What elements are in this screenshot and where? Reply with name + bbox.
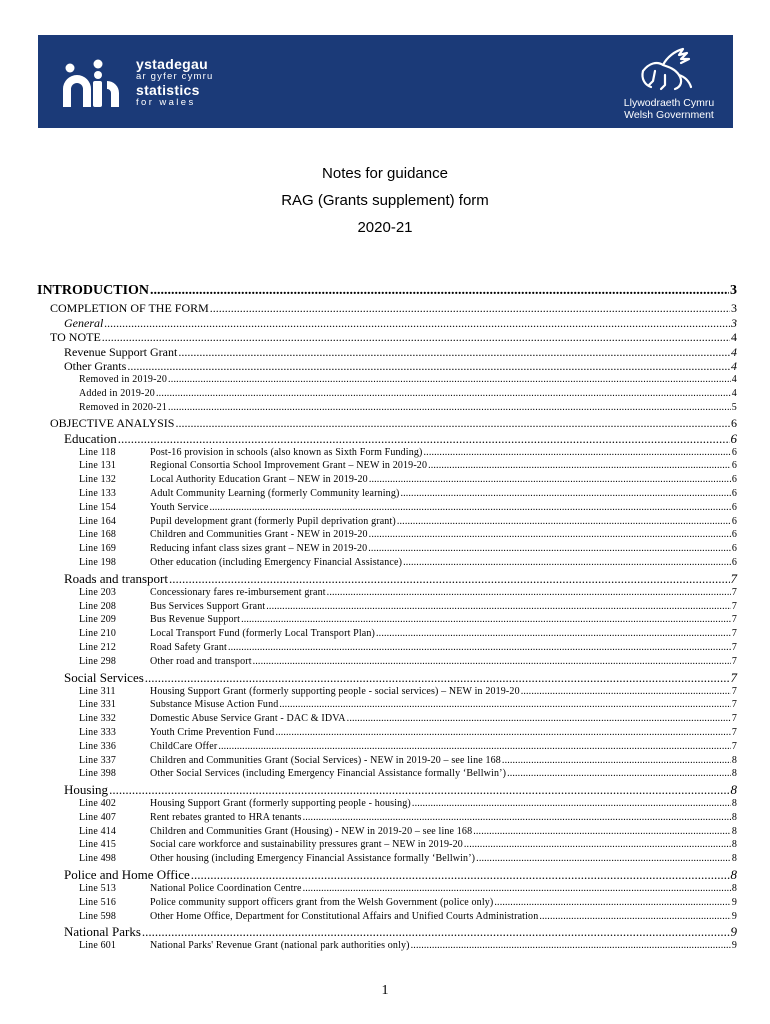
toc-line-text: Road Safety Grant xyxy=(150,641,227,653)
toc-line-number: Line 407 xyxy=(79,811,117,823)
toc-line-text: Adult Community Learning (formerly Community learning) xyxy=(150,487,400,499)
toc-line-text: Social care workforce and sustainability pressures grant – NEW in 2019-20 xyxy=(150,839,463,851)
toc-leader xyxy=(327,587,731,598)
toc-line-number: Line 118 xyxy=(79,446,116,458)
toc-line-number: Line 212 xyxy=(79,641,117,653)
toc-entry-rsg[interactable] xyxy=(37,345,737,360)
toc-page-number: 7 xyxy=(731,699,737,711)
toc-page-number: 6 xyxy=(731,529,737,541)
toc-line-entry[interactable] xyxy=(37,853,737,867)
table-of-contents xyxy=(37,283,737,954)
toc-page-number: 7 xyxy=(731,726,737,738)
logo-text-line: ar gyfer cymru xyxy=(136,71,214,82)
toc-leader xyxy=(102,330,730,345)
toc-leader xyxy=(266,601,731,612)
toc-page-number: 7 xyxy=(730,669,737,685)
toc-line-number: Line 168 xyxy=(79,529,117,541)
toc-line-entry[interactable] xyxy=(37,557,737,571)
page-number: 1 xyxy=(381,983,389,998)
toc-leader xyxy=(118,431,730,447)
toc-page-number: 5 xyxy=(731,401,737,413)
toc-entry-other-grants[interactable] xyxy=(37,359,737,374)
toc-leader xyxy=(127,359,730,374)
toc-line-text: ChildCare Offer xyxy=(150,740,218,752)
toc-line-entry[interactable] xyxy=(37,897,737,911)
toc-line-text: Concessionary fares re-imbursement grant xyxy=(150,586,326,598)
toc-page-number: 6 xyxy=(731,543,737,555)
toc-line-text: Other road and transport xyxy=(150,655,252,667)
toc-leader xyxy=(178,345,730,360)
toc-line-number: Line 311 xyxy=(79,685,116,697)
toc-line-number: Line 513 xyxy=(79,883,117,895)
toc-leader xyxy=(241,614,731,625)
toc-line-entry[interactable] xyxy=(37,543,737,557)
toc-leader xyxy=(303,883,731,894)
toc-section-entry[interactable] xyxy=(37,670,737,686)
toc-page-number: 8 xyxy=(731,811,737,823)
toc-line-text: Domestic Abuse Service Grant - DAC & IDVA xyxy=(150,713,346,725)
toc-line-entry[interactable] xyxy=(37,628,737,642)
toc-leader xyxy=(397,516,731,527)
toc-line-text: Bus Services Support Grant xyxy=(150,600,266,612)
toc-entry-introduction[interactable] xyxy=(37,283,737,301)
toc-page-number: 9 xyxy=(731,910,737,922)
toc-line-entry[interactable] xyxy=(37,768,737,782)
toc-page-number: 6 xyxy=(731,474,737,486)
toc-line-number: Line 131 xyxy=(79,460,117,472)
toc-leader xyxy=(539,911,731,922)
logo-text-line: statistics xyxy=(136,81,200,98)
toc-leader xyxy=(209,502,730,513)
toc-entry-title: General xyxy=(64,315,104,330)
toc-page-number: 4 xyxy=(731,373,737,385)
toc-line-text: Reducing infant class sizes grant – NEW in 2019-20 xyxy=(150,543,368,555)
toc-page-number: 9 xyxy=(730,924,737,940)
toc-leader xyxy=(521,686,731,697)
toc-page-number: 6 xyxy=(731,515,737,527)
toc-section-title: Education xyxy=(64,430,117,446)
toc-leader xyxy=(109,782,729,798)
toc-line-entry[interactable] xyxy=(37,826,737,840)
toc-line-entry[interactable] xyxy=(37,940,737,954)
toc-leader xyxy=(400,488,730,499)
toc-page-number: 7 xyxy=(731,655,737,667)
document-year: 2020-21 xyxy=(357,219,413,236)
toc-line-entry[interactable] xyxy=(37,699,737,713)
toc-line-text: Post-16 provision in schools (also known as Sixth Form Funding) xyxy=(150,446,423,458)
toc-entry-title: Removed in 2020-21 xyxy=(79,401,168,413)
toc-leader xyxy=(376,628,731,639)
toc-leader xyxy=(142,924,730,940)
toc-leader xyxy=(369,474,731,485)
toc-page-number: 8 xyxy=(731,754,737,766)
toc-line-number: Line 414 xyxy=(79,825,117,837)
toc-entry-title: Other Grants xyxy=(64,359,127,374)
toc-leader xyxy=(412,798,731,809)
toc-line-text: Housing Support Grant (formerly supporting people - housing) xyxy=(150,798,411,810)
toc-line-entry[interactable] xyxy=(37,755,737,769)
toc-leader xyxy=(428,460,731,471)
toc-section-entry[interactable] xyxy=(37,431,737,447)
toc-line-number: Line 203 xyxy=(79,586,117,598)
toc-page-number: 6 xyxy=(731,556,737,568)
toc-line-text: Local Transport Fund (formerly Local Transport Plan) xyxy=(150,628,376,640)
toc-objective-sections xyxy=(37,431,737,955)
toc-line-number: Line 164 xyxy=(79,515,117,527)
toc-line-entry[interactable] xyxy=(37,460,737,474)
toc-leader xyxy=(369,529,731,540)
toc-leader xyxy=(218,741,731,752)
toc-page-number: 4 xyxy=(731,359,737,374)
toc-page-number: 8 xyxy=(731,839,737,851)
toc-line-entry[interactable] xyxy=(37,474,737,488)
toc-line-number: Line 133 xyxy=(79,487,117,499)
toc-section-entry[interactable] xyxy=(37,782,737,798)
toc-entry-title: COMPLETION OF THE FORM xyxy=(50,301,209,315)
toc-line-number: Line 516 xyxy=(79,896,117,908)
toc-section-title: Social Services xyxy=(64,669,144,685)
toc-leader xyxy=(347,713,731,724)
document-title: Notes for guidance xyxy=(322,165,448,182)
toc-leader xyxy=(169,571,730,587)
toc-line-number: Line 208 xyxy=(79,600,117,612)
toc-page-number: 6 xyxy=(731,460,737,472)
toc-page-number: 7 xyxy=(731,600,737,612)
toc-page-number: 7 xyxy=(731,628,737,640)
toc-line-text: Police community support officers grant from the Welsh Government (police only) xyxy=(150,896,494,908)
toc-page-number: 6 xyxy=(731,446,737,458)
toc-leader xyxy=(145,670,730,686)
toc-line-text: Children and Communities Grant (Social Services) - NEW in 2019-20 – see line 168 xyxy=(150,754,501,766)
toc-section-title: Housing xyxy=(64,782,109,798)
toc-page-number: 7 xyxy=(730,570,737,586)
toc-leader xyxy=(168,402,731,413)
toc-entry-title: Removed in 2019-20 xyxy=(79,373,168,385)
toc-line-entry[interactable] xyxy=(37,601,737,615)
toc-leader xyxy=(168,374,731,385)
toc-section-entry[interactable] xyxy=(37,571,737,587)
toc-entry-added-2019-20[interactable] xyxy=(37,388,737,402)
toc-leader xyxy=(502,755,731,766)
toc-entry-title: INTRODUCTION xyxy=(37,283,150,298)
toc-page-number: 6 xyxy=(731,487,737,499)
toc-page-number: 8 xyxy=(731,768,737,780)
toc-page-number: 6 xyxy=(730,430,737,446)
toc-line-entry[interactable] xyxy=(37,686,737,700)
toc-leader xyxy=(403,557,731,568)
toc-page-number: 8 xyxy=(731,825,737,837)
toc-page-number: 8 xyxy=(730,867,737,883)
toc-leader xyxy=(368,543,731,554)
toc-leader xyxy=(473,826,731,837)
toc-line-entry[interactable] xyxy=(37,614,737,628)
toc-entry-general[interactable] xyxy=(37,316,737,331)
toc-entry-completion[interactable] xyxy=(37,301,737,316)
toc-section-entry[interactable] xyxy=(37,924,737,940)
toc-section-title: Police and Home Office xyxy=(64,867,190,883)
toc-line-text: Bus Revenue Support xyxy=(150,614,241,626)
toc-page-number: 4 xyxy=(731,344,737,359)
document-subtitle: RAG (Grants supplement) form xyxy=(281,192,489,209)
toc-line-number: Line 402 xyxy=(79,798,117,810)
toc-line-entry[interactable] xyxy=(37,642,737,656)
toc-leader xyxy=(150,283,729,299)
toc-line-text: Children and Communities Grant (Housing) - NEW in 2019-20 – see line 168 xyxy=(150,825,473,837)
toc-line-text: Housing Support Grant (formerly supporting people - social services) – NEW in 2019-20 xyxy=(150,685,520,697)
header-banner xyxy=(38,35,733,128)
toc-line-text: Children and Communities Grant - NEW in 2019-20 xyxy=(150,529,368,541)
toc-line-number: Line 333 xyxy=(79,726,117,738)
toc-page-number: 3 xyxy=(731,315,737,330)
toc-line-text: Pupil development grant (formerly Pupil deprivation grant) xyxy=(150,515,396,527)
toc-line-number: Line 132 xyxy=(79,474,117,486)
toc-line-entry[interactable] xyxy=(37,713,737,727)
toc-page-number: 3 xyxy=(731,301,737,315)
toc-line-entry[interactable] xyxy=(37,656,737,670)
toc-line-number: Line 209 xyxy=(79,614,117,626)
toc-page-number: 9 xyxy=(731,940,737,952)
welsh-dragon-icon xyxy=(635,41,699,97)
welsh-government-logo xyxy=(619,41,719,125)
toc-line-text: Other education (including Emergency Financial Assistance) xyxy=(150,556,403,568)
toc-section-title: Roads and transport xyxy=(64,570,168,586)
toc-line-entry[interactable] xyxy=(37,529,737,543)
toc-page-number: 7 xyxy=(731,713,737,725)
toc-line-number: Line 198 xyxy=(79,556,117,568)
toc-line-text: Youth Service xyxy=(150,501,209,513)
toc-page-number: 8 xyxy=(731,798,737,810)
toc-page-number: 8 xyxy=(730,782,737,798)
toc-page-number: 4 xyxy=(731,330,737,345)
toc-line-number: Line 154 xyxy=(79,501,117,513)
toc-entry-to-note[interactable] xyxy=(37,330,737,345)
toc-line-entry[interactable] xyxy=(37,727,737,741)
toc-line-entry[interactable] xyxy=(37,741,737,755)
toc-line-text: Substance Misuse Action Fund xyxy=(150,699,279,711)
toc-entry-title: TO NOTE xyxy=(50,330,101,345)
toc-page-number: 8 xyxy=(731,883,737,895)
toc-line-entry[interactable] xyxy=(37,812,737,826)
toc-page-number: 6 xyxy=(731,501,737,513)
toc-entry-title: OBJECTIVE ANALYSIS xyxy=(50,415,175,430)
gov-name-english: Welsh Government xyxy=(624,109,714,121)
toc-line-entry[interactable] xyxy=(37,911,737,925)
toc-line-text: Youth Crime Prevention Fund xyxy=(150,726,275,738)
toc-page-number: 7 xyxy=(731,586,737,598)
toc-page-number: 7 xyxy=(731,614,737,626)
toc-page-number: 8 xyxy=(731,853,737,865)
toc-leader xyxy=(175,416,730,431)
toc-line-number: Line 398 xyxy=(79,768,117,780)
toc-line-entry[interactable] xyxy=(37,516,737,530)
toc-entry-removed-2019-20[interactable] xyxy=(37,374,737,388)
toc-line-entry[interactable] xyxy=(37,447,737,461)
toc-line-entry[interactable] xyxy=(37,488,737,502)
toc-line-text: Local Authority Education Grant – NEW in 2019-20 xyxy=(150,474,368,486)
toc-line-text: Regional Consortia School Improvement Grant – NEW in 2019-20 xyxy=(150,460,428,472)
toc-page-number: 7 xyxy=(731,740,737,752)
toc-line-entry[interactable] xyxy=(37,502,737,516)
toc-line-text: National Parks' Revenue Grant (national park authorities only) xyxy=(150,940,410,952)
toc-section-entry[interactable] xyxy=(37,867,737,883)
gov-name-welsh: Llywodraeth Cymru xyxy=(623,97,715,109)
toc-page-number: 9 xyxy=(731,896,737,908)
toc-line-number: Line 337 xyxy=(79,754,117,766)
toc-line-text: Other Social Services (including Emergency Financial Assistance formally ‘Bellwin’) xyxy=(150,768,507,780)
toc-page-number: 3 xyxy=(730,283,737,298)
stats-wales-mark-icon xyxy=(58,59,130,107)
toc-line-number: Line 331 xyxy=(79,699,117,711)
toc-line-number: Line 498 xyxy=(79,853,117,865)
toc-leader xyxy=(104,316,730,331)
toc-line-entry[interactable] xyxy=(37,587,737,601)
toc-line-number: Line 598 xyxy=(79,910,117,922)
toc-line-number: Line 169 xyxy=(79,543,117,555)
toc-leader xyxy=(279,699,730,710)
toc-leader xyxy=(156,388,731,399)
toc-line-number: Line 210 xyxy=(79,628,117,640)
toc-line-text: Other Home Office, Department for Constitutional Affairs and Unified Courts Administration xyxy=(150,910,539,922)
statistics-for-wales-logo xyxy=(58,53,238,113)
toc-page-number: 6 xyxy=(731,415,737,430)
toc-line-number: Line 298 xyxy=(79,655,117,667)
toc-leader xyxy=(494,897,730,908)
toc-leader xyxy=(476,853,731,864)
toc-leader xyxy=(210,301,730,316)
document-titles xyxy=(0,160,770,241)
toc-leader xyxy=(411,940,731,951)
toc-entry-removed-2020-21[interactable] xyxy=(37,402,737,416)
toc-leader xyxy=(253,656,731,667)
toc-section-title: National Parks xyxy=(64,924,141,940)
logo-text-line: for wales xyxy=(136,96,196,108)
logo-text-line: ystadegau xyxy=(136,56,208,72)
toc-line-number: Line 601 xyxy=(79,940,117,952)
toc-leader xyxy=(303,812,731,823)
toc-line-entry[interactable] xyxy=(37,883,737,897)
toc-entry-title: Added in 2019-20 xyxy=(79,387,155,399)
toc-line-text: National Police Coordination Centre xyxy=(150,883,302,895)
toc-leader xyxy=(507,768,731,779)
toc-leader xyxy=(464,839,731,850)
toc-leader xyxy=(275,727,730,738)
toc-line-text: Other housing (including Emergency Financial Assistance formally ‘Bellwin’) xyxy=(150,853,476,865)
toc-line-number: Line 332 xyxy=(79,713,117,725)
toc-line-number: Line 415 xyxy=(79,839,117,851)
toc-entry-objective-analysis[interactable] xyxy=(37,416,737,431)
toc-leader xyxy=(228,642,731,653)
toc-page-number: 7 xyxy=(731,641,737,653)
toc-line-entry[interactable] xyxy=(37,798,737,812)
toc-leader xyxy=(191,867,730,883)
toc-line-entry[interactable] xyxy=(37,839,737,853)
toc-line-number: Line 336 xyxy=(79,740,117,752)
toc-page-number: 7 xyxy=(731,685,737,697)
toc-line-text: Rent rebates granted to HRA tenants xyxy=(150,811,302,823)
toc-page-number: 4 xyxy=(731,387,737,399)
toc-leader xyxy=(424,447,731,458)
toc-entry-title: Revenue Support Grant xyxy=(64,344,178,359)
